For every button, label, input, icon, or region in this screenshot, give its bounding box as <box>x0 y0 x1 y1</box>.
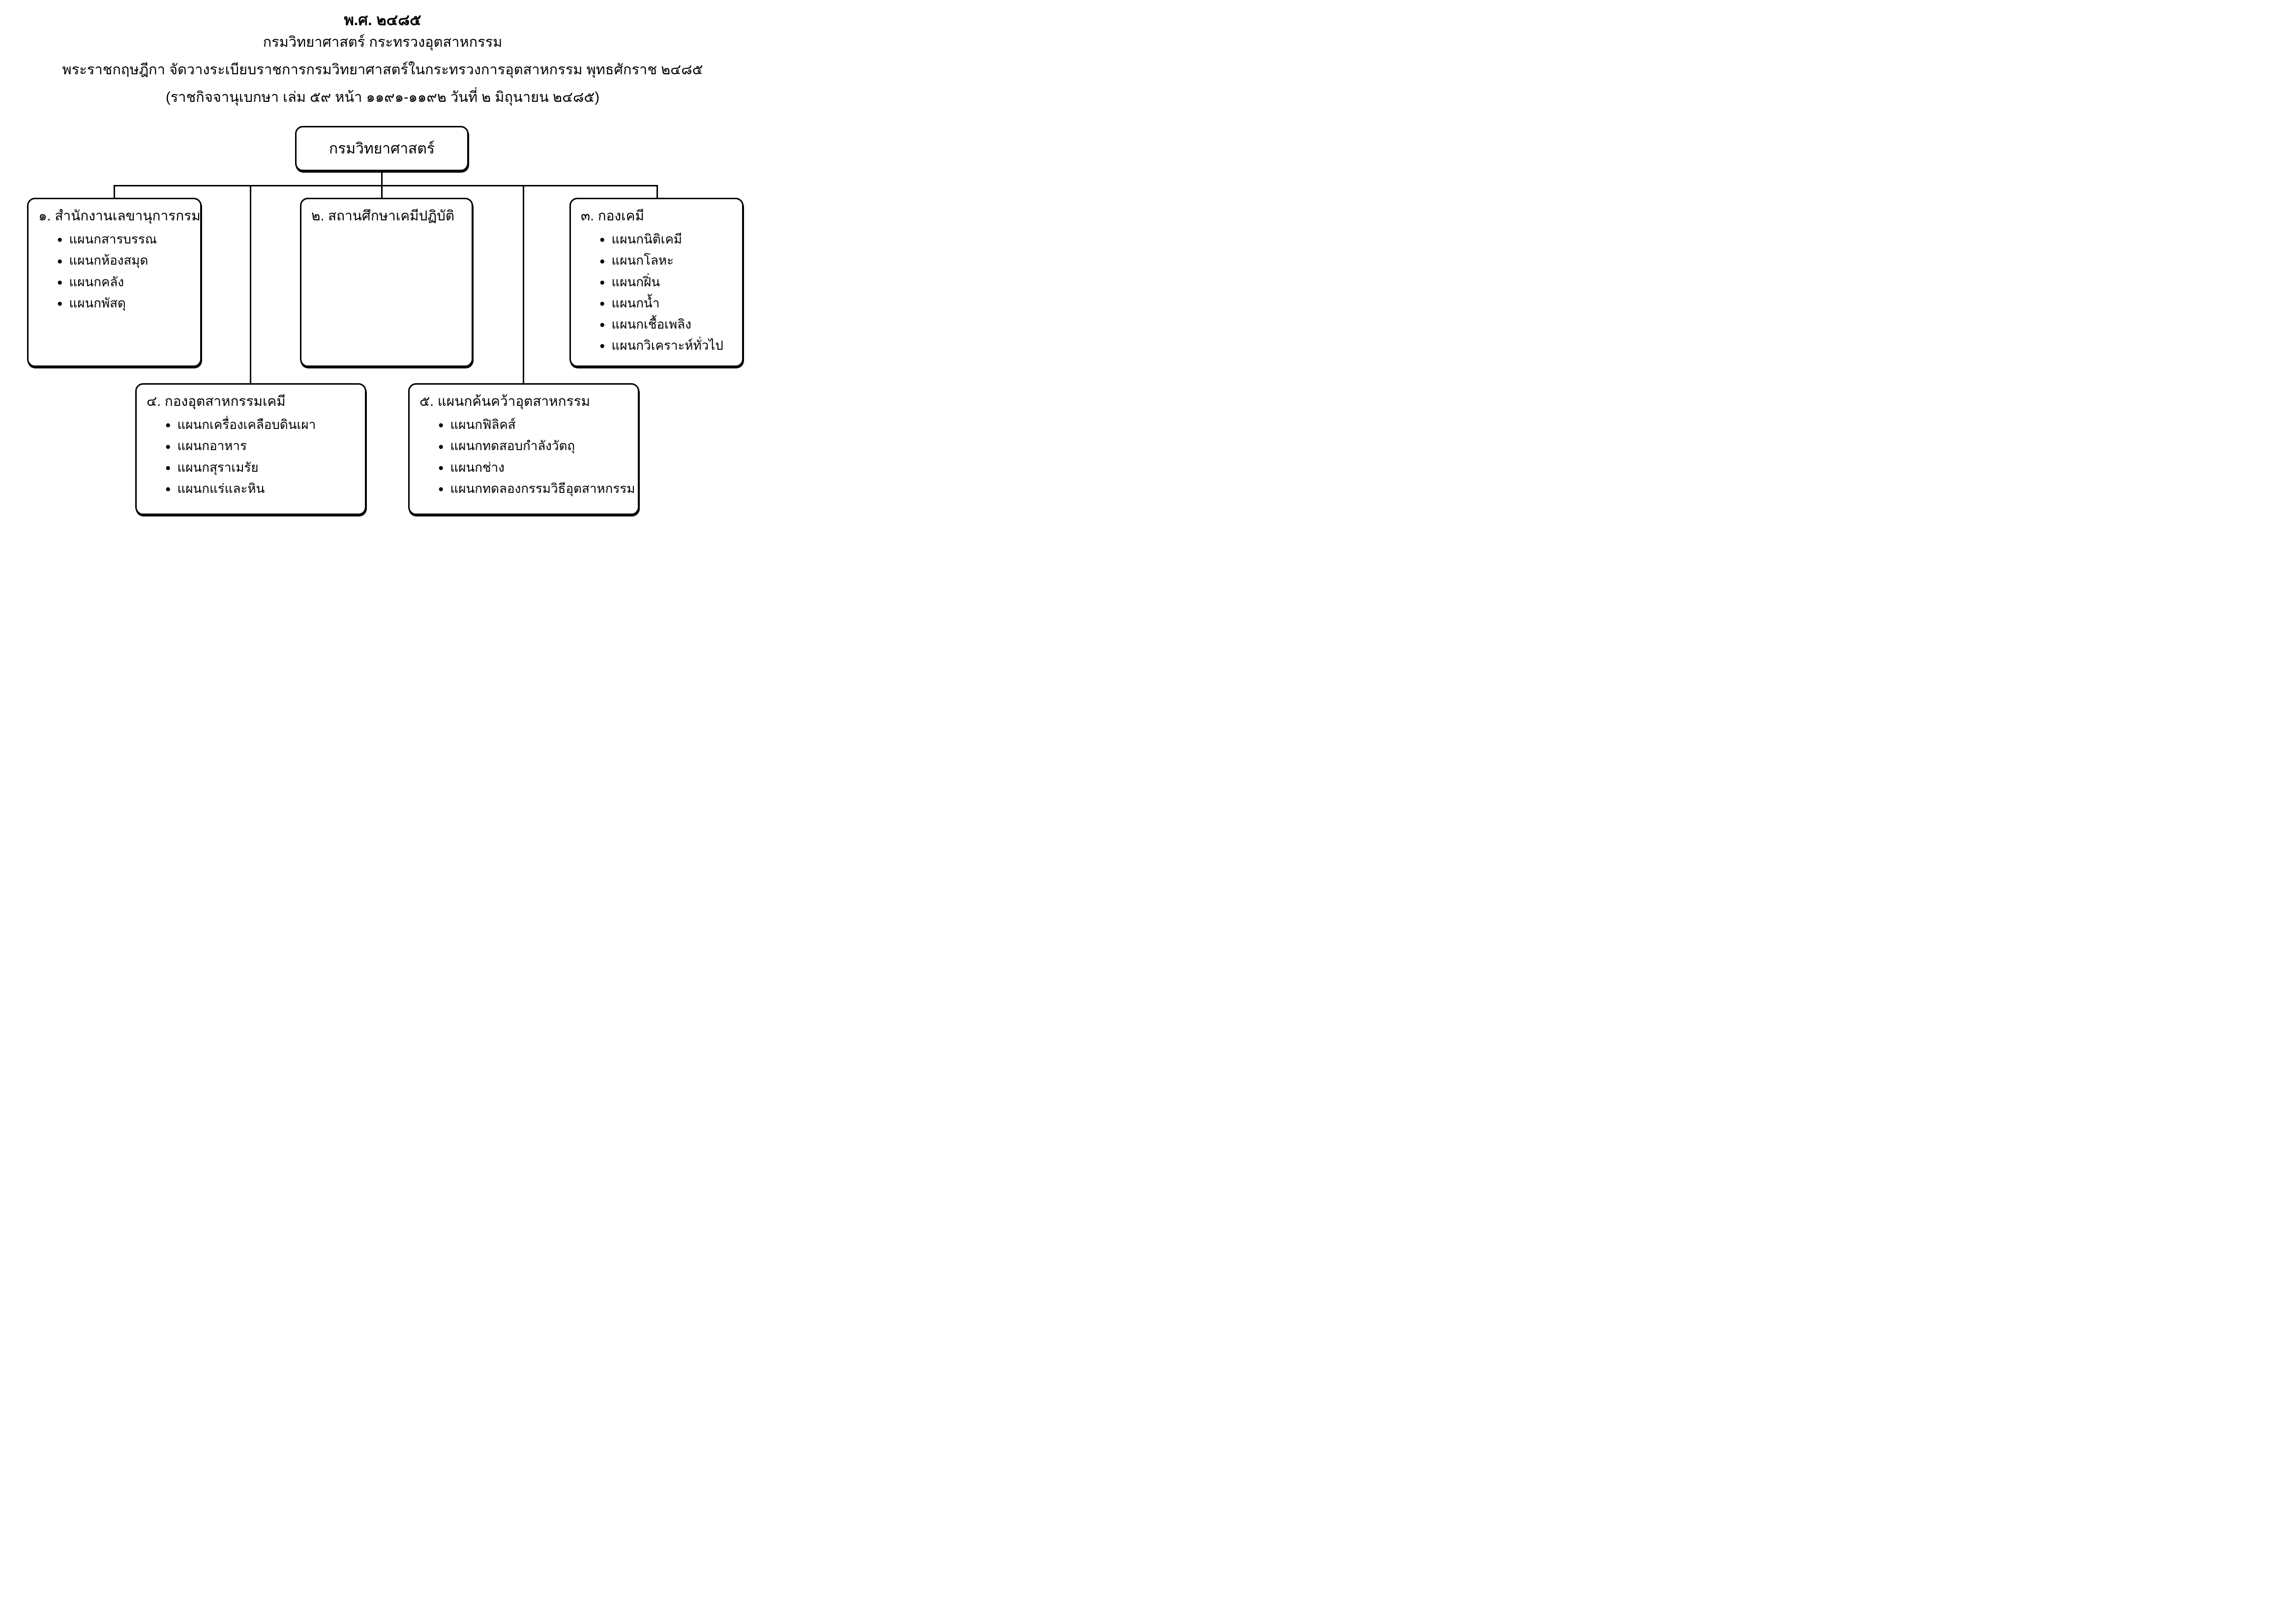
list-item <box>438 437 628 455</box>
org-box-items <box>419 416 635 497</box>
item-label: แผนกโลหะ <box>611 253 674 268</box>
item-label: แผนกเครื่องเคลือบดินเผา <box>177 417 316 432</box>
org-box-industrial-research-section <box>408 383 639 515</box>
bullet-icon: ● <box>599 235 605 245</box>
root-node <box>295 126 469 171</box>
org-box-title: ๒. สถานศึกษาเคมีปฏิบัติ <box>311 208 455 223</box>
connector-horizontal <box>114 185 658 186</box>
connector-stub-box1 <box>114 185 115 199</box>
item-label: แผนกช่าง <box>450 459 505 475</box>
item-label: แผนกสุราเมรัย <box>177 459 259 475</box>
item-label: แผนกทดลองกรรมวิธีอุตสาหกรรม <box>450 481 635 496</box>
list-item <box>599 295 732 312</box>
item-label: แผนกน้ำ <box>611 295 660 310</box>
org-box-items <box>147 416 355 497</box>
list-item <box>57 295 190 312</box>
item-label: แผนกอาหาร <box>177 438 247 454</box>
list-item <box>438 416 628 433</box>
connector-stub-box2 <box>381 185 383 199</box>
org-box-title: ๔. กองอุตสาหกรรมเคมี <box>147 394 286 409</box>
org-box-title: ๑. สำนักงานเลขานุการกรม <box>38 208 201 223</box>
list-item <box>57 231 190 248</box>
bullet-icon: ● <box>57 256 63 267</box>
org-chart-page <box>0 0 765 536</box>
header-decree: พระราชกฤษฎีกา จัดวางระเบียบราชการกรมวิทยาศาสตร์ในกระทรวงการอุตสาหกรรม พุทธศักราช ๒๔๘๕ <box>62 62 703 78</box>
list-item <box>599 316 732 333</box>
header-year: พ.ศ. ๒๔๘๕ <box>344 11 421 29</box>
org-box-chemistry-school <box>300 198 473 367</box>
bullet-icon: ● <box>599 277 605 288</box>
connector-vertical-box4 <box>250 185 251 384</box>
bullet-icon: ● <box>599 298 605 309</box>
org-box-title: ๓. กองเคมี <box>581 208 644 223</box>
org-box-chemical-industry-division <box>135 383 366 515</box>
list-item <box>599 273 732 291</box>
item-label: แผนกฟิลิคส์ <box>450 417 516 432</box>
bullet-icon: ● <box>57 298 63 309</box>
bullet-icon: ● <box>599 340 605 351</box>
item-label: แผนกแร่และหิน <box>177 481 265 496</box>
item-label: แผนกพัสดุ <box>69 295 126 310</box>
list-item <box>165 480 355 497</box>
bullet-icon: ● <box>438 441 444 452</box>
item-label: แผนกห้องสมุด <box>69 253 149 268</box>
list-item <box>438 459 628 476</box>
bullet-icon: ● <box>57 235 63 245</box>
bullet-icon: ● <box>57 277 63 288</box>
bullet-icon: ● <box>165 420 171 431</box>
header-gazette-reference: (ราชกิจจานุเบกษา เล่ม ๕๙ หน้า ๑๑๙๑-๑๑๙๒ วันที่ ๒ มิถุนายน ๒๔๘๕) <box>165 90 600 105</box>
root-node-label: กรมวิทยาศาสตร์ <box>329 140 435 157</box>
connector-stub-box3 <box>656 185 658 199</box>
item-label: แผนกฝิ่น <box>611 274 660 289</box>
bullet-icon: ● <box>165 462 171 473</box>
bullet-icon: ● <box>599 256 605 267</box>
list-item <box>57 252 190 269</box>
connector-root-vertical <box>381 171 383 186</box>
list-item <box>599 337 732 354</box>
list-item <box>165 437 355 455</box>
org-box-items <box>581 231 732 354</box>
item-label: แผนกสารบรรณ <box>69 232 157 247</box>
bullet-icon: ● <box>599 319 605 330</box>
bullet-icon: ● <box>165 441 171 452</box>
bullet-icon: ● <box>165 484 171 494</box>
list-item <box>165 416 355 433</box>
org-box-items <box>38 231 190 311</box>
org-box-chemistry-division <box>569 198 744 367</box>
org-box-secretariat <box>27 198 202 367</box>
item-label: แผนกทดสอบกำลังวัตถุ <box>450 438 575 454</box>
connector-vertical-box5 <box>523 185 524 384</box>
list-item <box>599 231 732 248</box>
org-box-title: ๕. แผนกค้นคว้าอุตสาหกรรม <box>419 394 591 409</box>
bullet-icon: ● <box>438 484 444 494</box>
item-label: แผนกวิเคราะห์ทั่วไป <box>611 337 723 353</box>
item-label: แผนกนิติเคมี <box>611 232 683 247</box>
list-item <box>165 459 355 476</box>
list-item <box>57 273 190 291</box>
item-label: แผนกเชื้อเพลิง <box>611 316 691 332</box>
list-item <box>438 480 635 497</box>
list-item <box>599 252 732 269</box>
bullet-icon: ● <box>438 420 444 431</box>
bullet-icon: ● <box>438 462 444 473</box>
header-department: กรมวิทยาศาสตร์ กระทรวงอุตสาหกรรม <box>263 34 503 50</box>
item-label: แผนกคลัง <box>69 274 124 289</box>
